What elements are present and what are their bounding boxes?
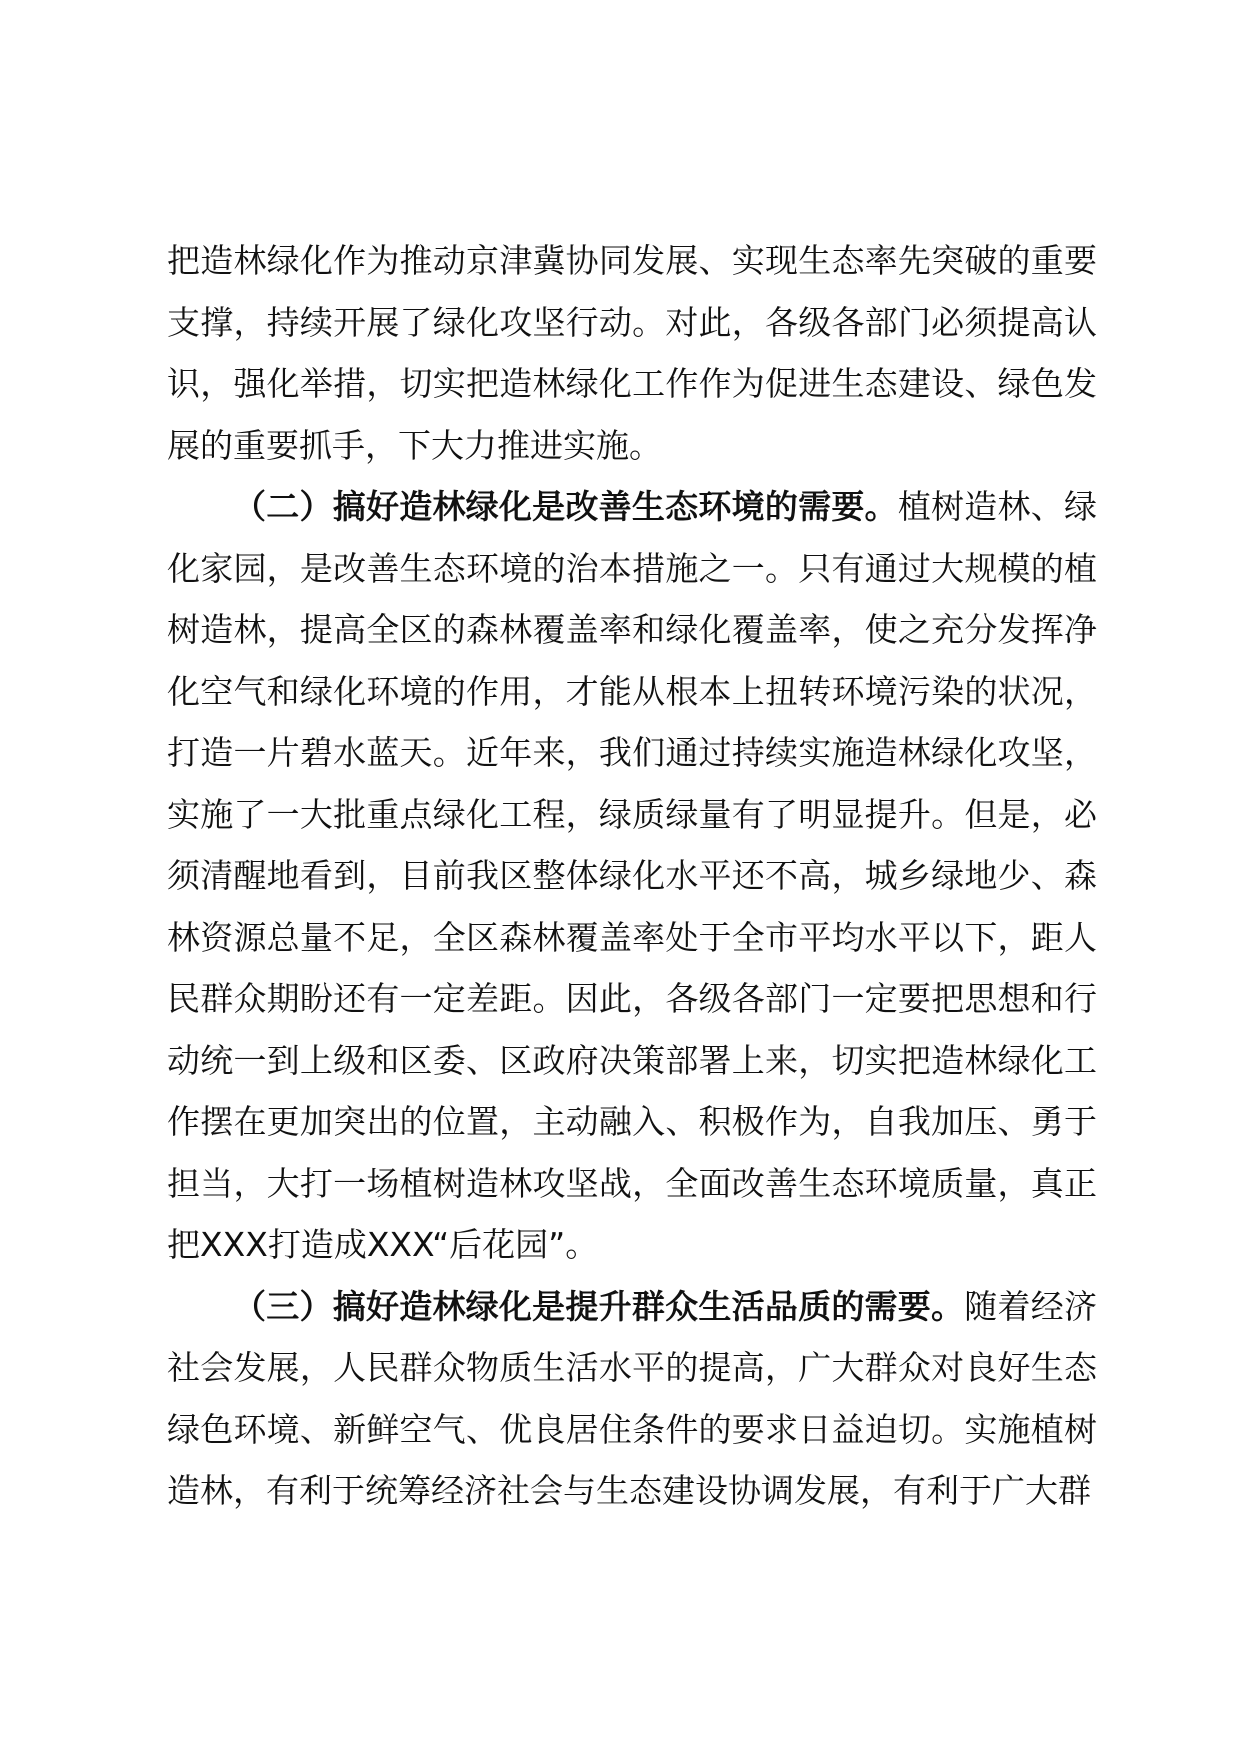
paragraph-2-body: 植树造林、绿化家园，是改善生态环境的治本措施之一。只有通过大规模的植树造林，提高全区的森林覆盖率和绿化覆盖率，使之充分发挥净化空气和绿化环境的作用，才能从根本上扭转环境污染的状况，打造一片碧水蓝天。近年来，我们通过持续实施造林绿化攻坚，实施了一大批重点绿化工程，绿质绿量有了明显提升。但是，必须清醒地看到，目前我区整体绿化水平还不高，城乡绿地少、森林资源总量不足，全区森林覆盖率处于全市平均水平以下，距人民群众期盼还有一定差距。因此，各级各部门一定要把思想和行动统一到上级和区委、区政府决策部署上来，切实把造林绿化工作摆在更加突出的位置，主动融入、积极作为，自我加压、勇于担当，大打一场植树造林攻坚战，全面改善生态环境质量，真正把XXX打造成XXX“后花园”。 xyxy=(167,487,1098,1264)
paragraph-3 xyxy=(167,1276,1097,1522)
paragraph-3-heading: （三）搞好造林绿化是提升群众生活品质的需要。 xyxy=(233,1286,965,1326)
paragraph-1 xyxy=(167,230,1097,476)
paragraph-3-body: 随着经济社会发展，人民群众物质生活水平的提高，广大群众对良好生态绿色环境、新鲜空气、优良居住条件的要求日益迫切。实施植树造林，有利于统筹经济社会与生态建设协调发展，有利于广大群 xyxy=(167,1286,1098,1510)
paragraph-2 xyxy=(167,476,1097,1276)
document-page xyxy=(167,230,1097,1522)
paragraph-1-body: 把造林绿化作为推动京津冀协同发展、实现生态率先突破的重要支撑，持续开展了绿化攻坚行动。对此，各级各部门必须提高认识，强化举措，切实把造林绿化工作作为促进生态建设、绿色发展的重要抓手，下大力推进实施。 xyxy=(167,241,1097,465)
paragraph-2-heading: （二）搞好造林绿化是改善生态环境的需要。 xyxy=(233,487,898,526)
